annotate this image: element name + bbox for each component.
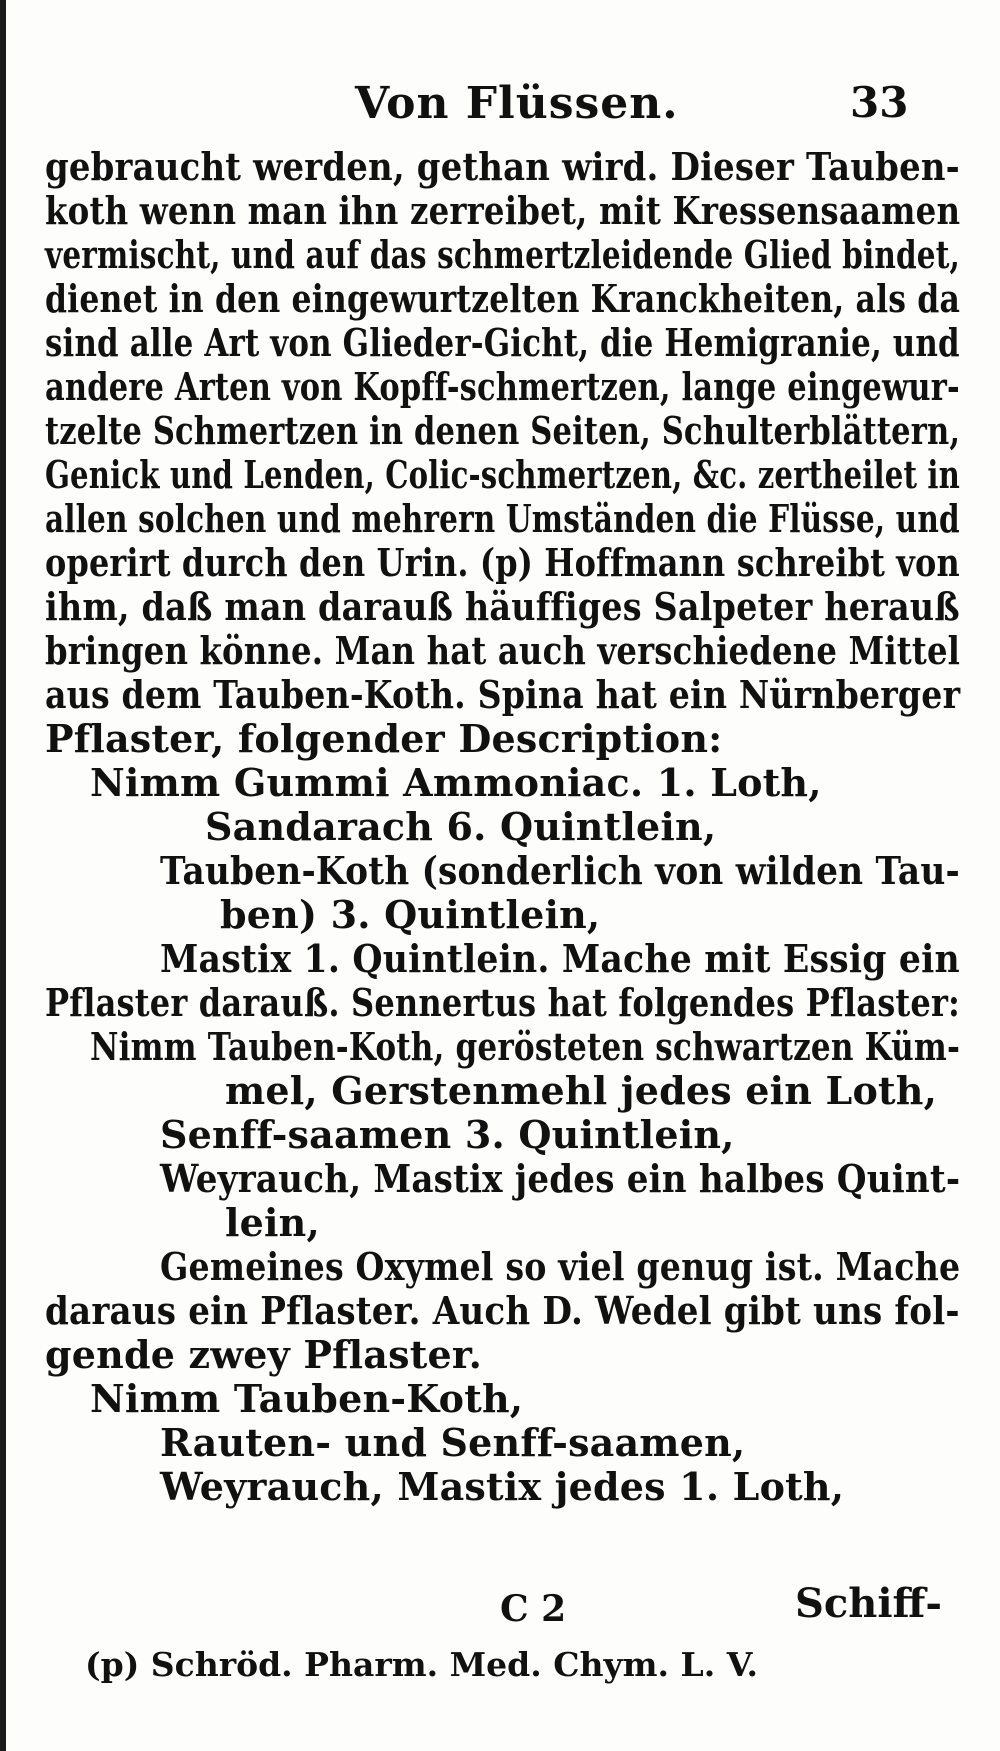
text-line: koth wenn man ihn zerreibet, mit Kressensaamen (45, 188, 961, 233)
recipe-line: Rauten- und Senff-saamen, (160, 1420, 746, 1465)
recipe-line: Nimm Gummi Ammoniac. 1. Loth, (90, 760, 822, 805)
text-line: gebraucht werden, gethan wird. Dieser Tauben- (45, 144, 960, 189)
recipe-line: mel, Gerstenmehl jedes ein Loth, (225, 1068, 937, 1113)
recipe-line: Weyrauch, Mastix jedes ein halbes Quint- (160, 1156, 961, 1201)
text-line: ihm, daß man darauß häuffiges Salpeter herauß (45, 584, 960, 629)
recipe-line: lein, (225, 1200, 320, 1245)
text-line: andere Arten von Kopff-schmertzen, lange eingewur- (45, 364, 960, 409)
recipe-line: Sandarach 6. Quintlein, (205, 804, 717, 849)
recipe-line: Nimm Tauben-Koth, gerösteten schwartzen Küm- (90, 1024, 961, 1069)
text-line: daraus ein Pflaster. Auch D. Wedel gibt uns fol- (45, 1288, 960, 1333)
catchword: Schiff- (795, 1580, 942, 1627)
text-line: sind alle Art von Glieder-Gicht, die Hemigranie, und (45, 320, 960, 365)
text-line: Genick und Lenden, Colic-schmertzen, &c. zertheilet in (45, 452, 960, 497)
page-number: 33 (850, 78, 909, 127)
text-line: gende zwey Pflaster. (45, 1332, 482, 1377)
text-line: allen solchen und mehrern Umständen die Flüsse, und (45, 496, 960, 541)
text-line: Pflaster darauß. Sennertus hat folgendes Pflaster: (45, 980, 961, 1025)
recipe-line: Gemeines Oxymel so viel genug ist. Mache (160, 1244, 961, 1289)
running-title: Von Flüssen. (355, 78, 679, 129)
recipe-line: ben) 3. Quintlein, (220, 892, 601, 937)
text-line: operirt durch den Urin. (p) Hoffmann schreibt von (45, 540, 960, 585)
text-line: Pflaster, folgender Description: (45, 716, 723, 761)
recipe-line: Nimm Tauben-Koth, (90, 1376, 524, 1421)
page-edge-rule (0, 0, 6, 1751)
text-line: dienet in den eingewurtzelten Kranckheiten, als da (45, 276, 961, 321)
recipe-line: Senff-saamen 3. Quintlein, (160, 1112, 735, 1157)
text-line: aus dem Tauben-Koth. Spina hat ein Nürnberger (45, 672, 961, 717)
recipe-line: Weyrauch, Mastix jedes 1. Loth, (160, 1464, 845, 1509)
text-line: tzelte Schmertzen in denen Seiten, Schulterblättern, (45, 408, 961, 453)
page-header (0, 78, 1000, 138)
text-line: vermischt, und auf das schmertzleidende Glied bindet, (45, 232, 960, 277)
footnote: (p) Schröd. Pharm. Med. Chym. L. V. (85, 1645, 759, 1684)
recipe-line: Mastix 1. Quintlein. Mache mit Essig ein (160, 936, 960, 981)
text-line: bringen könne. Man hat auch verschiedene Mittel (45, 628, 961, 673)
signature-mark: C 2 (500, 1588, 567, 1630)
recipe-line: Tauben-Koth (sonderlich von wilden Tau- (160, 848, 960, 893)
